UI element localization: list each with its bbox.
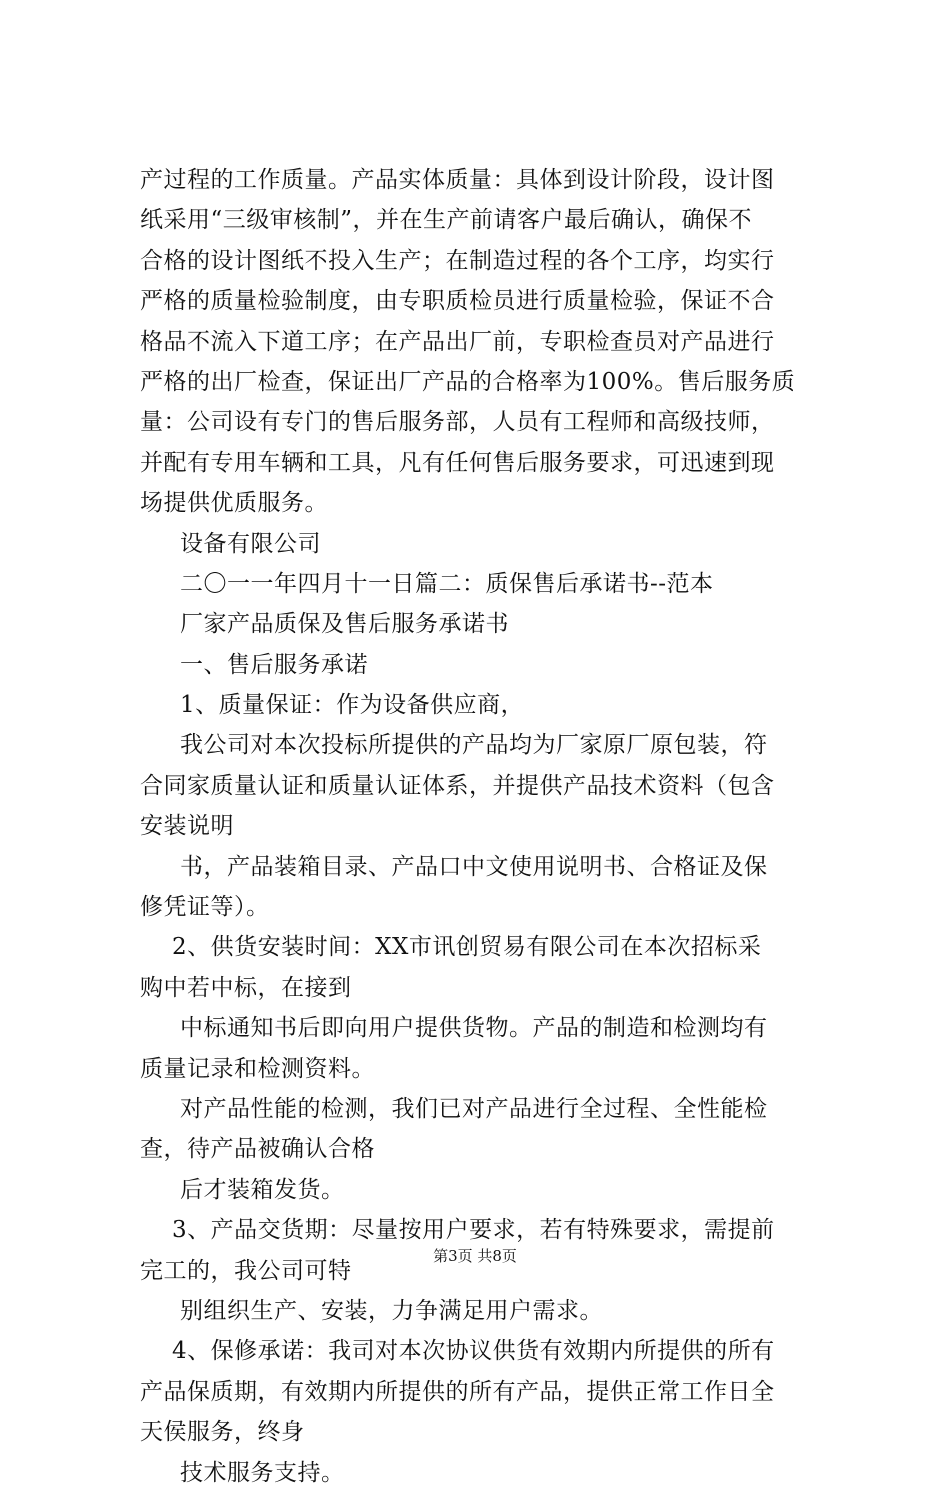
text-line: 购中若中标，在接到 — [140, 974, 352, 1001]
text-line: 质量记录和检测资料。 — [140, 1055, 375, 1082]
text-line: 纸采用“三级审核制”，并在生产前请客户最后确认，确保不 — [140, 207, 753, 234]
text-line: 合同家质量认证和质量认证体系，并提供产品技术资料（包含 — [140, 772, 775, 799]
text-line: 安装说明 — [140, 813, 234, 840]
text-line: 1、质量保证：作为设备供应商， — [180, 692, 525, 719]
text-line: 产过程的工作质量。产品实体质量：具体到设计阶段，设计图 — [140, 167, 775, 193]
text-line: 别组织生产、安装，力争满足用户需求。 — [180, 1297, 603, 1324]
text-line: 后才装箱发货。 — [180, 1176, 345, 1203]
document-body — [140, 160, 840, 1493]
text-line: 产品保质期，有效期内所提供的所有产品，提供正常工作日全 — [140, 1378, 775, 1405]
text-line: 修凭证等）。 — [140, 894, 270, 921]
text-line: 天侯服务，终身 — [140, 1419, 305, 1446]
text-line: 严格的出厂检查，保证出厂产品的合格率为100%。售后服务质 — [140, 368, 796, 395]
date-line: 二〇一一年四月十一日篇二：质保售后承诺书--范本 — [180, 570, 714, 597]
text-line: 严格的质量检验制度，由专职质检员进行质量检验，保证不合 — [140, 288, 775, 315]
page-footer: 第3页 共8页 — [433, 1247, 517, 1265]
text-line: 4、保修承诺：我司对本次协议供货有效期内所提供的所有 — [172, 1338, 775, 1365]
text-line: 场提供优质服务。 — [140, 490, 328, 517]
text-line: 对产品性能的检测，我们已对产品进行全过程、全性能检 — [180, 1095, 768, 1122]
text-line: 2、供货安装时间：XX市讯创贸易有限公司在本次招标采 — [172, 934, 762, 961]
text-line: 并配有专用车辆和工具，凡有任何售后服务要求，可迅速到现 — [140, 449, 775, 476]
text-line: 格品不流入下道工序；在产品出厂前，专职检查员对产品进行 — [140, 328, 775, 355]
section-heading: 一、售后服务承诺 — [180, 651, 368, 678]
text-line: 3、产品交货期：尽量按用户要求，若有特殊要求，需提前 — [172, 1217, 775, 1244]
text-line: 完工的，我公司可特 — [140, 1257, 352, 1284]
section-title: 厂家产品质保及售后服务承诺书 — [180, 611, 509, 638]
text-line: 我公司对本次投标所提供的产品均为厂家原厂原包装，符 — [180, 732, 768, 759]
company-name: 设备有限公司 — [180, 530, 321, 557]
text-line: 查，待产品被确认合格 — [140, 1136, 375, 1163]
text-line: 合格的设计图纸不投入生产；在制造过程的各个工序，均实行 — [140, 247, 775, 274]
text-line: 量：公司设有专门的售后服务部，人员有工程师和高级技师， — [140, 409, 775, 436]
text-line: 书，产品装箱目录、产品口中文使用说明书、合格证及保 — [180, 853, 768, 880]
text-line: 中标通知书后即向用户提供货物。产品的制造和检测均有 — [180, 1015, 768, 1042]
text-line: 技术服务支持。 — [180, 1459, 345, 1486]
